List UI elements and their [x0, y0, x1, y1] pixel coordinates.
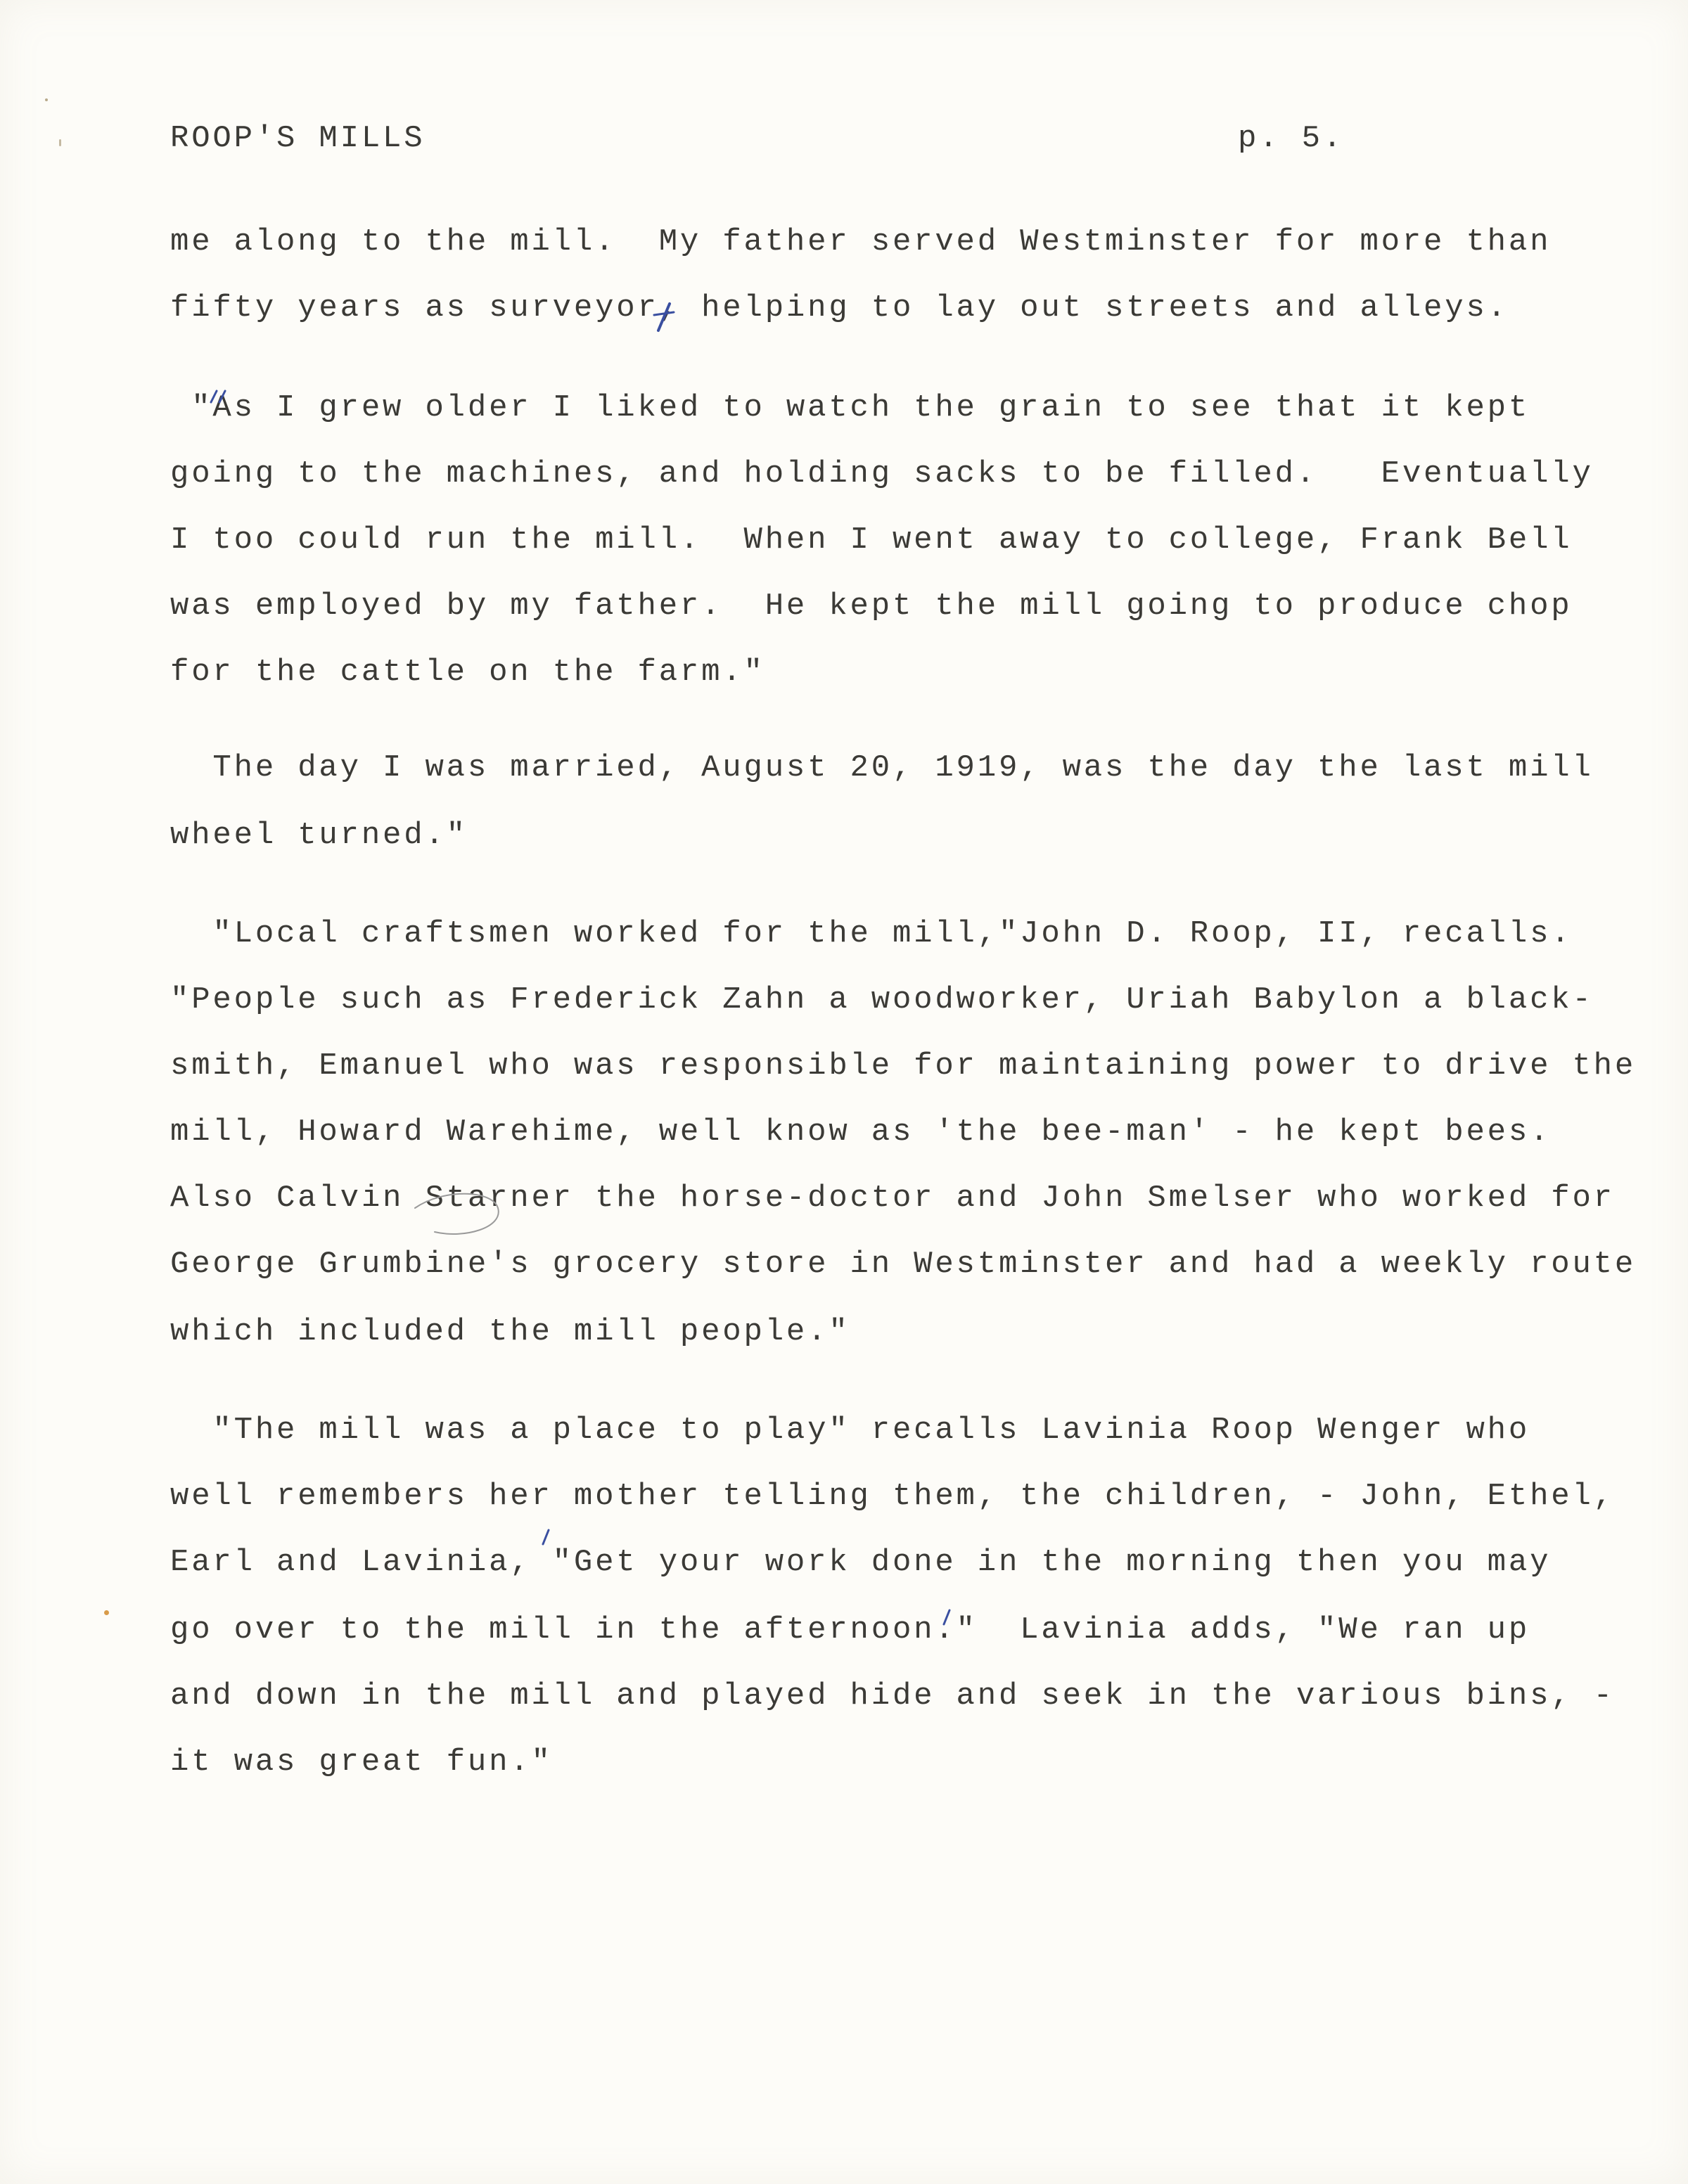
text-line: was employed by my father. He kept the mill going to produce chop	[170, 589, 1573, 624]
text-line: mill, Howard Warehime, well know as 'the bee-man' - he kept bees.	[170, 1115, 1552, 1150]
text-line: for the cattle on the farm."	[170, 655, 765, 690]
paper-speck	[59, 139, 61, 146]
text-line: well remembers her mother telling them, the children, - John, Ethel,	[170, 1479, 1615, 1514]
text-line: me along to the mill. My father served Westminster for more than	[170, 224, 1552, 259]
page-number: p. 5.	[1238, 121, 1345, 156]
text-line: which included the mill people."	[170, 1314, 850, 1349]
text-line: The day I was married, August 20, 1919, was the day the last mill	[170, 750, 1594, 785]
text-line: smith, Emanuel who was responsible for maintaining power to drive the	[170, 1048, 1637, 1084]
text-line: it was great fun."	[170, 1745, 553, 1780]
text-line: and down in the mill and played hide and seek in the various bins, -	[170, 1678, 1615, 1714]
text-line: "The mill was a place to play" recalls Lavinia Roop Wenger who	[170, 1413, 1530, 1448]
text-line: "As I grew older I liked to watch the grain to see that it kept	[170, 390, 1530, 425]
text-line: "People such as Frederick Zahn a woodworker, Uriah Babylon a black-	[170, 982, 1594, 1017]
text-line: wheel turned."	[170, 818, 468, 853]
document-title: ROOP'S MILLS	[170, 121, 426, 156]
text-line: Also Calvin Starner the horse-doctor and John Smelser who worked for	[170, 1181, 1615, 1216]
text-line: go over to the mill in the afternoon." Lavinia adds, "We ran up	[170, 1612, 1530, 1647]
paper-speck	[104, 1610, 109, 1615]
text-line: "Local craftsmen worked for the mill,"John D. Roop, II, recalls.	[170, 916, 1573, 951]
text-line: George Grumbine's grocery store in Westminster and had a weekly route	[170, 1247, 1637, 1282]
text-line: Earl and Lavinia, "Get your work done in the morning then you may	[170, 1545, 1552, 1580]
text-line: going to the machines, and holding sacks to be filled. Eventually	[170, 456, 1594, 492]
text-line: fifty years as surveyor, helping to lay out streets and alleys.	[170, 290, 1509, 326]
paper-speck	[45, 98, 48, 101]
text-line: I too could run the mill. When I went away to college, Frank Bell	[170, 522, 1573, 558]
